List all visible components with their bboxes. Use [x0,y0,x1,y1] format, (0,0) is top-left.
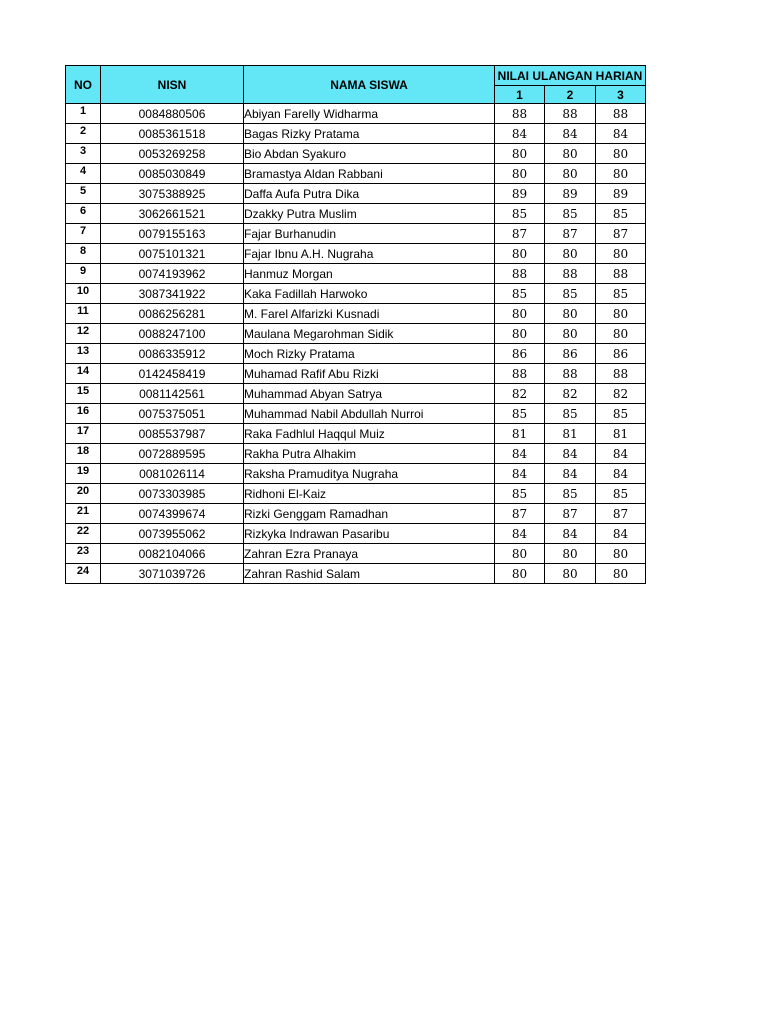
cell-nilai-2: 84 [545,464,596,484]
cell-nilai-2: 80 [545,244,596,264]
cell-nisn: 0074399674 [101,504,244,524]
cell-nilai-2: 85 [545,484,596,504]
cell-nilai-1: 80 [495,304,545,324]
table-row [66,524,646,544]
cell-no: 13 [66,344,101,364]
table-row [66,244,646,264]
table-row [66,324,646,344]
header-nilai-1: 1 [495,86,545,104]
cell-nisn: 0075375051 [101,404,244,424]
cell-nilai-1: 80 [495,164,545,184]
cell-no: 24 [66,564,101,584]
cell-nama-siswa: Maulana Megarohman Sidik [244,324,495,344]
table-body [66,104,646,584]
cell-nilai-1: 85 [495,404,545,424]
table-row [66,224,646,244]
cell-nilai-1: 88 [495,104,545,124]
cell-nama-siswa: Ridhoni El-Kaiz [244,484,495,504]
cell-nilai-2: 80 [545,304,596,324]
cell-no: 16 [66,404,101,424]
cell-nilai-2: 81 [545,424,596,444]
cell-nama-siswa: Bio Abdan Syakuro [244,144,495,164]
cell-nilai-3: 85 [596,404,646,424]
cell-nilai-1: 84 [495,124,545,144]
cell-nilai-3: 80 [596,244,646,264]
cell-no: 12 [66,324,101,344]
table-header [66,66,646,104]
cell-nilai-1: 80 [495,544,545,564]
cell-no: 17 [66,424,101,444]
cell-nilai-2: 87 [545,224,596,244]
cell-no: 5 [66,184,101,204]
cell-no: 22 [66,524,101,544]
cell-nisn: 0085537987 [101,424,244,444]
cell-nilai-2: 85 [545,204,596,224]
cell-nilai-1: 88 [495,264,545,284]
cell-nisn: 0088247100 [101,324,244,344]
cell-nilai-1: 87 [495,504,545,524]
table-row [66,484,646,504]
table-row [66,164,646,184]
cell-no: 6 [66,204,101,224]
cell-no: 20 [66,484,101,504]
cell-nilai-3: 80 [596,164,646,184]
cell-nama-siswa: Rizkyka Indrawan Pasaribu [244,524,495,544]
cell-no: 4 [66,164,101,184]
table-row [66,504,646,524]
cell-nilai-3: 87 [596,224,646,244]
cell-nilai-2: 84 [545,124,596,144]
cell-nilai-3: 80 [596,304,646,324]
cell-nilai-3: 80 [596,544,646,564]
cell-no: 9 [66,264,101,284]
cell-nilai-3: 87 [596,504,646,524]
cell-no: 19 [66,464,101,484]
cell-no: 8 [66,244,101,264]
table-row [66,544,646,564]
table-row [66,364,646,384]
cell-nilai-2: 80 [545,144,596,164]
cell-nilai-2: 80 [545,164,596,184]
cell-nama-siswa: Kaka Fadillah Harwoko [244,284,495,304]
cell-nilai-2: 84 [545,444,596,464]
cell-no: 23 [66,544,101,564]
cell-nisn: 0081026114 [101,464,244,484]
cell-nisn: 0086335912 [101,344,244,364]
cell-nama-siswa: Zahran Rashid Salam [244,564,495,584]
cell-nama-siswa: Muhammad Abyan Satrya [244,384,495,404]
cell-nisn: 3075388925 [101,184,244,204]
cell-nilai-1: 86 [495,344,545,364]
cell-nilai-2: 80 [545,544,596,564]
cell-nama-siswa: Rakha Putra Alhakim [244,444,495,464]
table-row [66,304,646,324]
table-row [66,424,646,444]
grade-table [65,65,646,584]
cell-nilai-1: 82 [495,384,545,404]
cell-nilai-1: 87 [495,224,545,244]
cell-no: 21 [66,504,101,524]
cell-nilai-3: 84 [596,124,646,144]
cell-nilai-3: 85 [596,284,646,304]
table-row [66,344,646,364]
cell-no: 15 [66,384,101,404]
cell-nilai-1: 80 [495,144,545,164]
cell-nilai-3: 89 [596,184,646,204]
cell-nama-siswa: Hanmuz Morgan [244,264,495,284]
cell-nilai-3: 88 [596,264,646,284]
cell-nilai-3: 88 [596,104,646,124]
header-nilai-3: 3 [596,86,646,104]
header-nisn: NISN [101,66,244,104]
cell-nisn: 3071039726 [101,564,244,584]
cell-nilai-1: 80 [495,564,545,584]
cell-no: 11 [66,304,101,324]
cell-nama-siswa: Fajar Burhanudin [244,224,495,244]
cell-nilai-2: 85 [545,284,596,304]
cell-nisn: 0072889595 [101,444,244,464]
cell-nama-siswa: Raksha Pramuditya Nugraha [244,464,495,484]
cell-nisn: 0084880506 [101,104,244,124]
table-row [66,444,646,464]
cell-no: 1 [66,104,101,124]
header-nilai-2: 2 [545,86,596,104]
cell-nisn: 3087341922 [101,284,244,304]
cell-nisn: 0142458419 [101,364,244,384]
cell-nama-siswa: Muhammad Nabil Abdullah Nurroi [244,404,495,424]
cell-nilai-2: 88 [545,104,596,124]
cell-nisn: 0073303985 [101,484,244,504]
cell-nilai-1: 84 [495,444,545,464]
cell-nilai-2: 85 [545,404,596,424]
cell-nisn: 3062661521 [101,204,244,224]
cell-nilai-3: 81 [596,424,646,444]
cell-nilai-3: 80 [596,564,646,584]
cell-no: 2 [66,124,101,144]
cell-nilai-1: 88 [495,364,545,384]
table-row [66,204,646,224]
cell-nilai-3: 80 [596,144,646,164]
cell-nama-siswa: Muhamad Rafif Abu Rizki [244,364,495,384]
cell-no: 10 [66,284,101,304]
cell-nilai-3: 84 [596,444,646,464]
cell-nisn: 0082104066 [101,544,244,564]
cell-nilai-1: 85 [495,204,545,224]
cell-nilai-3: 82 [596,384,646,404]
cell-nilai-2: 88 [545,264,596,284]
cell-nama-siswa: M. Farel Alfarizki Kusnadi [244,304,495,324]
cell-nilai-1: 84 [495,524,545,544]
cell-no: 7 [66,224,101,244]
cell-nilai-2: 80 [545,564,596,584]
table-row [66,284,646,304]
cell-no: 3 [66,144,101,164]
cell-nisn: 0081142561 [101,384,244,404]
cell-nama-siswa: Dzakky Putra Muslim [244,204,495,224]
cell-nama-siswa: Rizki Genggam Ramadhan [244,504,495,524]
cell-nilai-2: 82 [545,384,596,404]
cell-nilai-1: 85 [495,284,545,304]
cell-nilai-1: 80 [495,324,545,344]
cell-no: 18 [66,444,101,464]
table-row [66,404,646,424]
cell-nilai-3: 80 [596,324,646,344]
cell-nama-siswa: Bagas Rizky Pratama [244,124,495,144]
cell-nisn: 0086256281 [101,304,244,324]
cell-nilai-1: 85 [495,484,545,504]
cell-nilai-1: 89 [495,184,545,204]
cell-nisn: 0073955062 [101,524,244,544]
table-row [66,384,646,404]
table-row [66,264,646,284]
cell-nilai-3: 85 [596,484,646,504]
cell-nisn: 0074193962 [101,264,244,284]
cell-nilai-1: 81 [495,424,545,444]
cell-nilai-1: 80 [495,244,545,264]
header-nama-siswa: NAMA SISWA [244,66,495,104]
cell-nilai-2: 88 [545,364,596,384]
cell-no: 14 [66,364,101,384]
cell-nilai-3: 86 [596,344,646,364]
cell-nilai-2: 84 [545,524,596,544]
table-row [66,124,646,144]
cell-nisn: 0079155163 [101,224,244,244]
cell-nama-siswa: Daffa Aufa Putra Dika [244,184,495,204]
table-row [66,144,646,164]
cell-nama-siswa: Fajar Ibnu A.H. Nugraha [244,244,495,264]
cell-nisn: 0085030849 [101,164,244,184]
cell-nama-siswa: Abiyan Farelly Widharma [244,104,495,124]
cell-nama-siswa: Bramastya Aldan Rabbani [244,164,495,184]
cell-nilai-2: 89 [545,184,596,204]
cell-nilai-3: 84 [596,524,646,544]
table-row [66,564,646,584]
table-row [66,464,646,484]
cell-nilai-2: 87 [545,504,596,524]
table-row [66,184,646,204]
cell-nisn: 0053269258 [101,144,244,164]
header-nilai-ulangan-harian: NILAI ULANGAN HARIAN [495,66,646,86]
cell-nisn: 0075101321 [101,244,244,264]
cell-nama-siswa: Raka Fadhlul Haqqul Muiz [244,424,495,444]
cell-nilai-2: 80 [545,324,596,344]
header-no: NO [66,66,101,104]
cell-nilai-2: 86 [545,344,596,364]
cell-nisn: 0085361518 [101,124,244,144]
cell-nilai-3: 84 [596,464,646,484]
cell-nilai-3: 85 [596,204,646,224]
cell-nama-siswa: Moch Rizky Pratama [244,344,495,364]
cell-nama-siswa: Zahran Ezra Pranaya [244,544,495,564]
cell-nilai-1: 84 [495,464,545,484]
table-row [66,104,646,124]
cell-nilai-3: 88 [596,364,646,384]
